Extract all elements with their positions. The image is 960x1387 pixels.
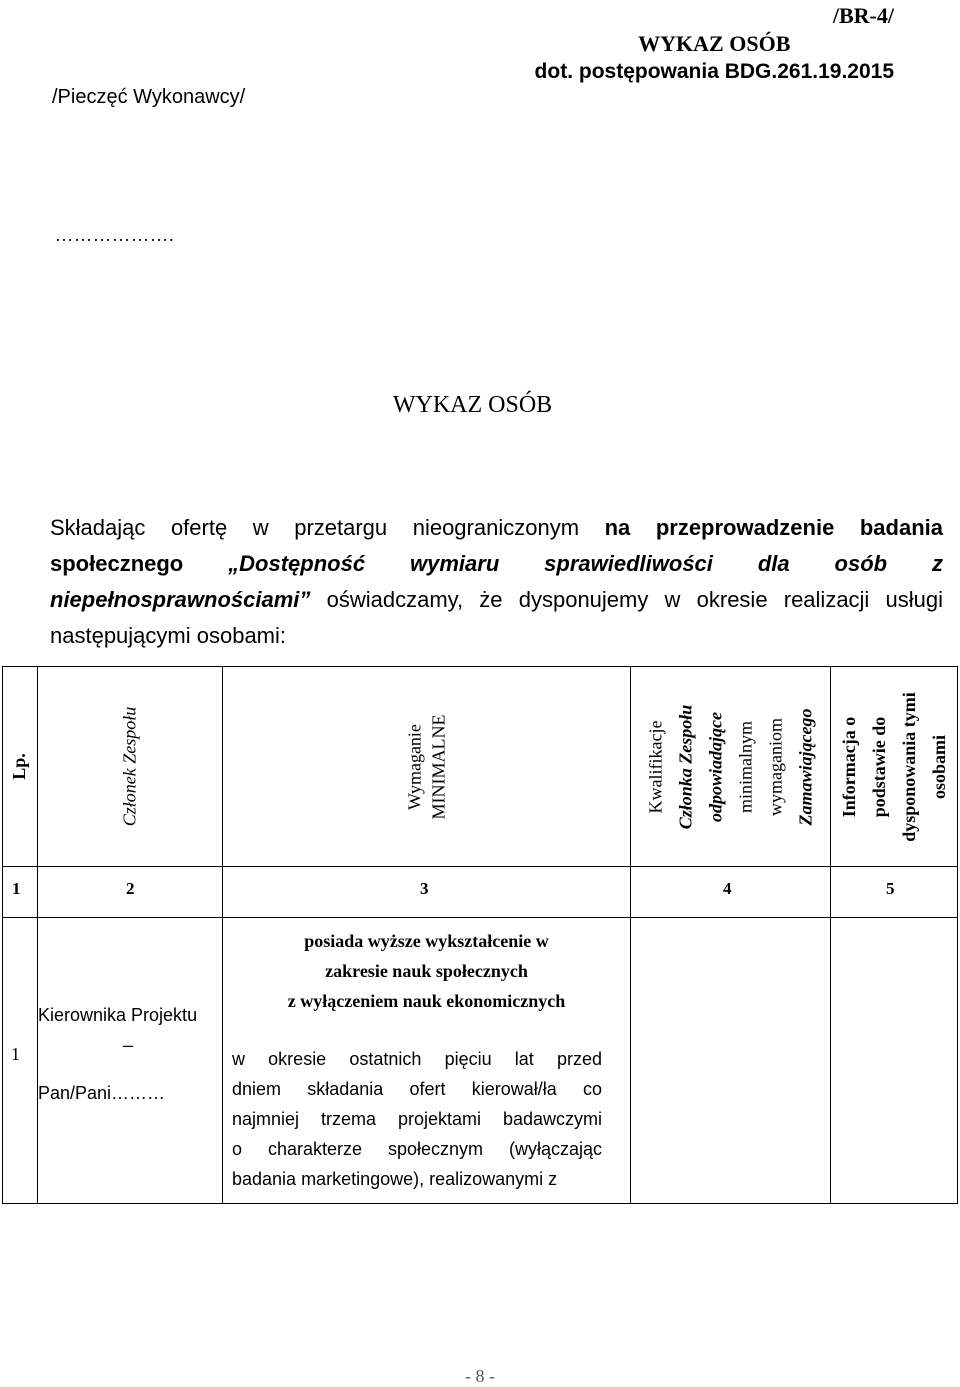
form-code: /BR-4/ — [832, 3, 894, 28]
page-number: - 8 - — [465, 1366, 495, 1386]
declaration-text-4: oświadczamy, że dysponujemy w okresie realizacji usługi następującymi osobami: — [50, 587, 943, 648]
col-number-3: 3 — [420, 879, 429, 898]
declaration-paragraph — [50, 510, 943, 654]
date-placeholder: ………………. — [55, 225, 175, 245]
col-number-4: 4 — [723, 879, 732, 898]
header-team-member: Członek Zespołu — [119, 706, 140, 827]
row-1-requirement-experience: w okresie ostatnich pięciu lat przed dniem składania ofert kierował/ła co najmniej trzema projektami badawczymi o charakterze społecznym (wyłączając badania marketingowe), realizowanymi z — [232, 1049, 602, 1189]
declaration-study-name: „Dostępność wymiaru sprawiedliwości dla osób z niepełnosprawnościami” — [50, 551, 944, 612]
row-1-team-member: Kierownika Projektu – Pan/Pani……… — [38, 1005, 198, 1103]
declaration-text-1: Składając ofertę w przetargu nieograniczonym — [50, 515, 605, 540]
header-disposal-info: Informacja o podstawie do dysponowania tymi osobami — [839, 691, 950, 842]
row-1-requirement-education: posiada wyższe wykształcenie w zakresie nauk społecznych z wyłączeniem nauk ekonomicznych — [287, 931, 566, 1011]
page-title: WYKAZ OSÓB — [392, 392, 553, 418]
list-title: WYKAZ OSÓB — [638, 31, 791, 56]
header-requirement: Wymaganie MINIMALNE — [404, 714, 449, 819]
contractor-stamp-label: /Pieczęć Wykonawcy/ — [52, 86, 246, 108]
header-lp: Lp. — [9, 753, 29, 780]
row-1-lp: 1 — [11, 1044, 20, 1064]
header-qualifications: Kwalifikacje Członka Zespołu odpowiadające minimalnym wymaganiom Zamawiającego — [645, 704, 816, 829]
declaration-text-2: na przeprowadzenie badania społecznego — [50, 515, 944, 576]
document-header — [535, 2, 894, 86]
proceeding-reference: dot. postępowania BDG.261.19.2015 — [534, 60, 894, 83]
col-number-5: 5 — [886, 879, 895, 898]
col-number-2: 2 — [126, 879, 135, 898]
col-number-1: 1 — [12, 879, 21, 898]
